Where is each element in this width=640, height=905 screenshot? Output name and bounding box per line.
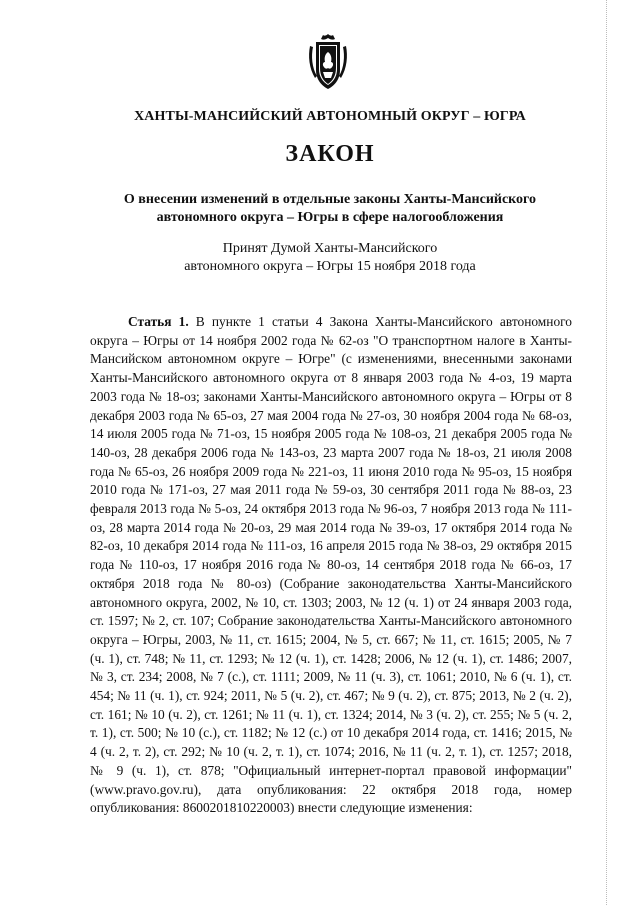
article-1 — [90, 313, 572, 818]
article-1-label: Статья 1. — [128, 314, 189, 329]
coat-of-arms-emblem-icon — [307, 32, 349, 92]
article-1-text: В пункте 1 статьи 4 Закона Ханты-Мансийского автономного округа – Югры от 14 ноября 2002 года № 62-оз "О транспортном налоге в Ханты-Мансийском автономном округе – Югре" (с изменениями, внесенными законами Ханты-Мансийского автономного округа от 8 января 2003 года № 4-оз, 19 марта 2003 года № 18-оз; законами Ханты-Мансийского автономного округа – Югры от 8 декабря 2003 года № 65-оз, 27 мая 2004 года № 27-оз, 30 ноября 2004 года № 68-оз, 14 июля 2005 года № 71-оз, 15 ноября 2005 года № 108-оз, 21 декабря 2005 года № 140-оз, 28 декабря 2006 года № 143-оз, 23 марта 2007 года № 18-оз, 21 июля 2008 года № 65-оз, 26 ноября 2009 года № 221-оз, 11 июня 2010 года № 95-оз, 15 ноября 2010 года № 171-оз, 27 мая 2011 года № 59-оз, 30 сентября 2011 года № 88-оз, 23 февраля 2013 года № 5-оз, 24 октября 2013 года № 96-оз, 7 ноября 2013 года № 111-оз, 28 марта 2014 года № 20-оз, 29 мая 2014 года № 39-оз, 17 октября 2014 года № 82-оз, 10 декабря 2014 года № 111-оз, 16 апреля 2015 года № 38-оз, 29 октября 2015 года № 110-оз, 17 ноября 2016 года № 80-оз, 14 сентября 2018 года № 66-оз, 17 октября 2018 года № 80-оз) (Собрание законодательства Ханты-Мансийского автономного округа, 2002, № 10, ст. 1303; 2003, № 12 (ч. 1) от 24 января 2003 года, ст. 1597; № 2, ст. 107; Собрание законодательства Ханты-Мансийского автономного округа – Югры, 2003, № 11, ст. 1615; 2004, № 5, ст. 667; № 11, ст. 1615; 2005, № 7 (ч. 1), ст. 748; № 11, ст. 1293; № 12 (ч. 1), ст. 1428; 2006, № 12 (ч. 1), ст. 1486; 2007, № 3, ст. 234; 2008, № 7 (с.), ст. 1111; 2009, № 11 (ч. 3), ст. 1061; 2010, № 6 (ч. 1), ст. 454; № 11 (ч. 1), ст. 924; 2011, № 5 (ч. 2), ст. 467; № 9 (ч. 2), ст. 875; 2013, № 2 (ч. 2), ст. 161; № 10 (ч. 2), ст. 1261; № 11 (ч. 1), ст. 1324; 2014, № 3 (ч. 2), ст. 255; № 5 (ч. 2, т. 1), ст. 500; № 10 (с.), ст. 1182; № 12 (с.) от 10 декабря 2014 года, ст. 1416; 2015, № 4 (ч. 2, т. 2), ст. 292; № 10 (ч. 2, т. 1), ст. 1074; 2016, № 11 (ч. 2, т. 1), ст. 1257; 2018, № 9 (ч. 1), ст. 878; "Официальный интернет-портал правовой информации" (www.pravo.gov.ru), дата опубликования: 22 октября 2018 года, номер опубликования: 8600201810220003) внести следующие изменения: — [90, 314, 572, 816]
law-subject-line-2: автономного округа – Югры в сфере налогообложения — [156, 210, 504, 225]
adoption-note-line-1: Принят Думой Ханты-Мансийского — [222, 241, 438, 256]
adoption-note-line-2: автономного округа – Югры 15 ноября 2018 года — [184, 259, 476, 274]
law-subject — [95, 191, 565, 227]
region-title: ХАНТЫ-МАНСИЙСКИЙ АВТОНОМНЫЙ ОКРУГ – ЮГРА — [134, 109, 526, 124]
law-subject-line-1: О внесении изменений в отдельные законы Ханты-Мансийского — [123, 192, 537, 207]
document-type-title: ЗАКОН — [285, 141, 375, 167]
article-1-paragraph — [90, 313, 572, 818]
scan-edge-marks — [606, 0, 611, 905]
adoption-note — [120, 240, 540, 276]
